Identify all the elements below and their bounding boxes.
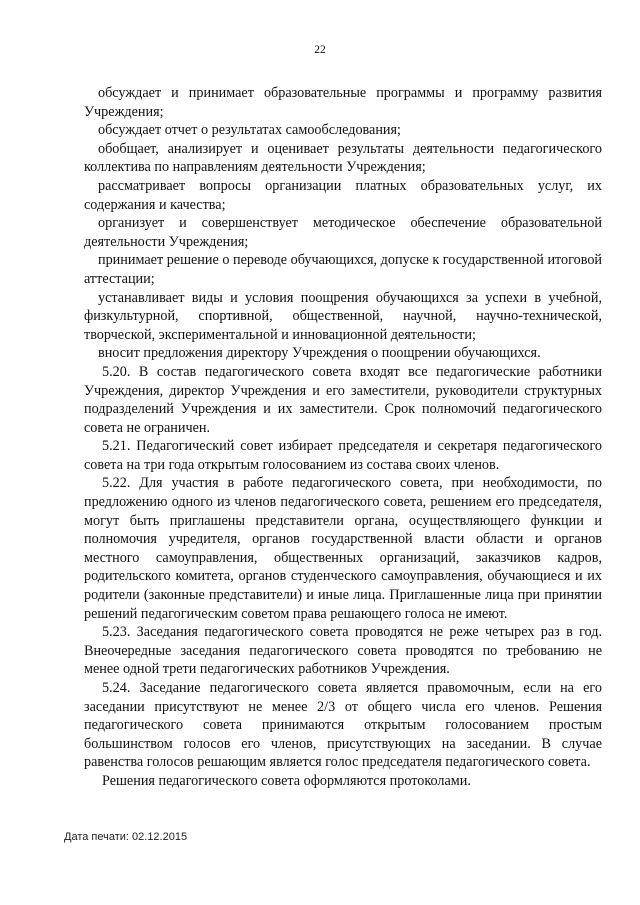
list-item: рассматривает вопросы организации платных образовательных услуг, их содержания и качества; — [84, 177, 602, 213]
list-item: принимает решение о переводе обучающихся, допуске к государственной итоговой аттестации; — [84, 252, 602, 287]
clause-5-21: 5.21. Педагогический совет избирает председателя и секретаря педагогического совета на три года открытым голосованием из состава своих членов. — [84, 438, 602, 473]
document-body — [84, 84, 602, 791]
list-item: обсуждает отчет о результатах самообследования; — [98, 122, 401, 139]
list-item: устанавливает виды и условия поощрения обучающихся за успехи в учебной, физкультурной, спортивной, общественной, научной, научно-технической, творческой, экспериментальной и инновационной деятельности; — [84, 289, 602, 343]
clause-5-20: 5.20. В состав педагогического совета входят все педагогические работники Учреждения, директор Учреждения и его заместители, руководители структурных подразделений Учреждения и их заместители. Срок полномочий педагогического совета не ограничен. — [84, 363, 602, 436]
closing-paragraph: Решения педагогического совета оформляются протоколами. — [102, 772, 471, 789]
clause-5-23: 5.23. Заседания педагогического совета проводятся не реже четырех раз в год. Внеочередные заседания педагогического совета проводятся по требованию не менее одной трети педагогических работников Учреждения. — [84, 624, 602, 678]
print-date: Дата печати: 02.12.2015 — [64, 831, 188, 843]
list-item: обсуждает и принимает образовательные программы и программу развития Учреждения; — [84, 85, 602, 120]
list-item: организует и совершенствует методическое обеспечение образовательной деятельности Учреждения; — [84, 215, 602, 250]
clause-5-22: 5.22. Для участия в работе педагогического совета, при необходимости, по предложению одного из членов педагогического совета, решением его председателя, могут быть приглашены представители органа, осуществляющего функции и полномочия учредителя, органов государственной власти области и органов местного самоуправления, общественных организаций, заказчиков кадров, родительского комитета, органов студенческого самоуправления, обучающиеся и их родители (законные представители) и иные лица. Приглашенные лица при принятии решений педагогическим советом права решающего голоса не имеют. — [84, 475, 602, 622]
clause-5-24: 5.24. Заседание педагогического совета является правомочным, если на его заседании присутствуют не менее 2/3 от общего числа его членов. Решения педагогического совета принимаются открытым голосованием простым большинством голосов его членов, присутствующих на заседании. В случае равенства голосов решающим является голос председателя педагогического совета. — [84, 680, 602, 771]
list-item: обобщает, анализирует и оценивает результаты деятельности педагогического коллектива по направлениям деятельности Учреждения; — [84, 140, 602, 176]
list-item: вносит предложения директору Учреждения о поощрении обучающихся. — [98, 345, 541, 362]
page-number: 22 — [314, 44, 326, 56]
